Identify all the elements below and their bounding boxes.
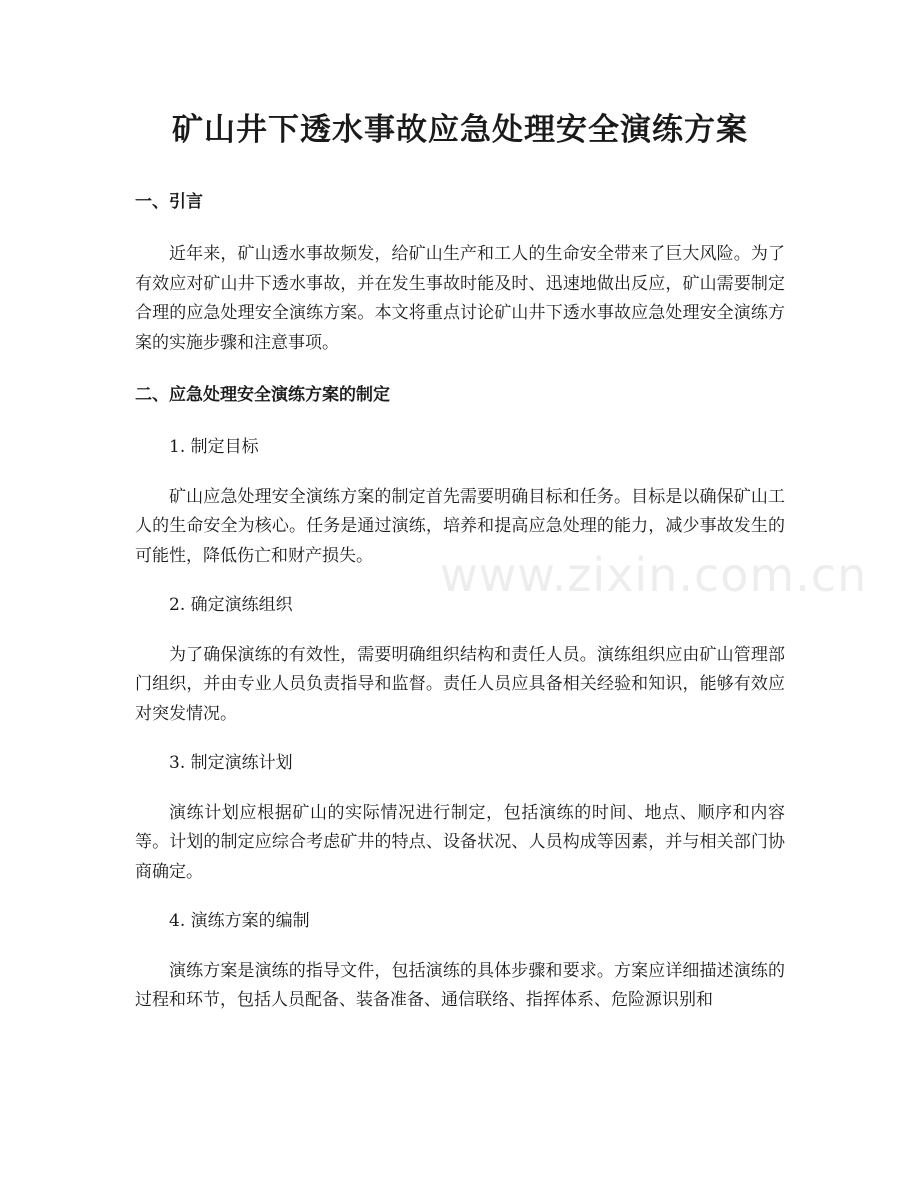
subsection-paragraph-organization: 为了确保演练的有效性，需要明确组织结构和责任人员。演练组织应由矿山管理部门组织，并由专业人员负责指导和监督。责任人员应具备相关经验和知识，能够有效应对突发情况。: [135, 644, 785, 724]
subsection-label-goal: 1. 制定目标: [169, 437, 259, 457]
introduction-paragraph: 近年来，矿山透水事故频发，给矿山生产和工人的生命安全带来了巨大风险。为了有效应对矿山井下透水事故，并在发生事故时能及时、迅速地做出反应，矿山需要制定合理的应急处理安全演练方案。本文将重点讨论矿山井下透水事故应急处理安全演练方案的实施步骤和注意事项。: [135, 244, 785, 353]
subsection-label-drafting: 4. 演练方案的编制: [169, 911, 310, 931]
subsection-label-plan: 3. 制定演练计划: [169, 753, 293, 773]
subsection-paragraph-goal: 矿山应急处理安全演练方案的制定首先需要明确目标和任务。目标是以确保矿山工人的生命安全为核心。任务是通过演练，培养和提高应急处理的能力，减少事故发生的可能性，降低伤亡和财产损失。: [135, 486, 785, 566]
subsection-label-organization: 2. 确定演练组织: [169, 595, 293, 615]
subsection-paragraph-drafting: 演练方案是演练的指导文件，包括演练的具体步骤和要求。方案应详细描述演练的过程和环节，包括人员配备、装备准备、通信联络、指挥体系、危险源识别和: [135, 960, 785, 1010]
document-title: 矿山井下透水事故应急处理安全演练方案: [172, 112, 748, 148]
watermark: www.zixin.com.cn: [440, 548, 868, 602]
subsection-paragraph-plan: 演练计划应根据矿山的实际情况进行制定，包括演练的时间、地点、顺序和内容等。计划的制定应综合考虑矿井的特点、设备状况、人员构成等因素，并与相关部门协商确定。: [135, 802, 785, 882]
section-heading-plan-formulation: 二、应急处理安全演练方案的制定: [135, 385, 390, 405]
document-body: [135, 184, 785, 1016]
section-heading-introduction: 一、引言: [135, 192, 203, 212]
